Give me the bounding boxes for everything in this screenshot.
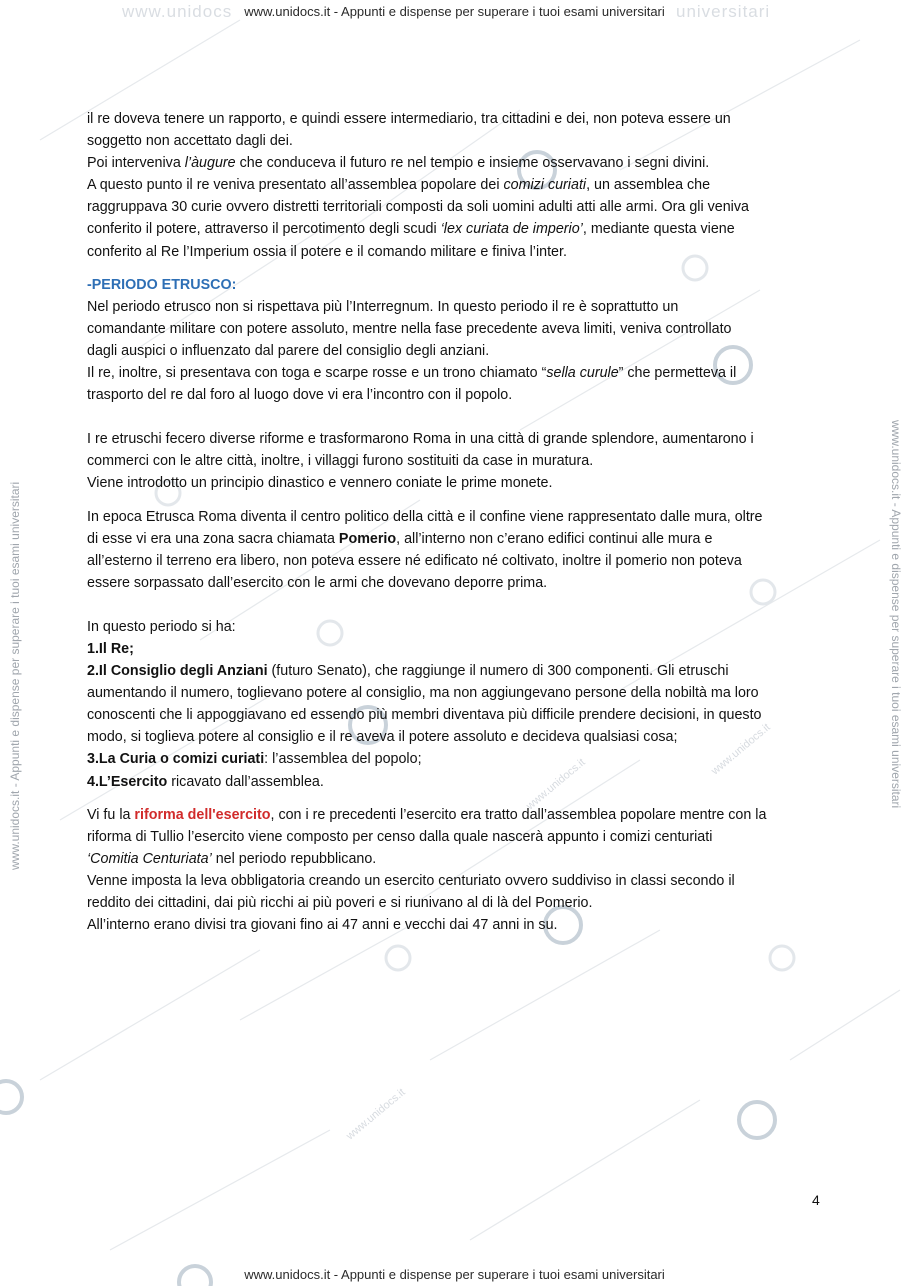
watermark-side-right: www.unidocs.it - Appunti e dispense per superare i tuoi esami universitari <box>889 420 903 809</box>
svg-text:www.unidocs.it: www.unidocs.it <box>709 721 773 778</box>
paragraph: Nel periodo etrusco non si rispettava più l’Interregnum. In questo periodo il re è soprattutto un comandante militare con potere assoluto, mentre nella fase precedente aveva limiti, veniva controllato dagli auspici o influenzato dal parere del consiglio degli anziani. <box>87 298 732 359</box>
term-augure: l’àugure <box>184 155 236 172</box>
term-pomerio: Pomerio <box>338 530 397 547</box>
watermark-ghost-right: universitari <box>676 2 771 21</box>
paragraph: Vi fu la riforma dell'esercito, con i re precedenti l’esercito era tratto dall’assemblea popolare mentre con la riforma di Tullio l’esercito viene composto per censo dalla quale nascerà appunto i comizi centuriati ‘Comitia Centuriata’ nel periodo repubblicano. Venne imposta la leva obbligatoria creando un esercito centuriato ovvero suddiviso in classi secondo il reddito dei cittadini, dai più ricchi ai più poveri e si riunivano al di là del Pomerio. All’interno erano divisi tra giovani fino ai 47 anni e vecchi dai 47 anni in su. <box>87 806 767 934</box>
paragraph: il re doveva tenere un rapporto, e quindi essere intermediario, tra cittadini e dei, non poteva essere un soggetto non accettato dagli dei. <box>87 111 731 150</box>
list-item: 2.Il Consiglio degli Anziani (futuro Senato), che raggiunge il numero di 300 componenti. Gli etruschi aumentando il numero, toglievano potere al consiglio, ma non aggiungevano persone della nobiltà ma loro conoscenti che li appoggiavano ed essendo più membri diventava più difficile prendere decisioni, in questo modo, si toglieva potere al consiglio e il re aveva il potere assoluto e decideva qualsiasi cosa; <box>87 663 762 746</box>
list-intro: In questo periodo si ha: <box>87 618 236 635</box>
page-number: 4 <box>812 1192 820 1208</box>
term-riforma-esercito: riforma dell'esercito <box>134 806 271 823</box>
list-item: 1.Il Re; <box>87 640 134 657</box>
document-body <box>87 108 822 936</box>
section-heading: -PERIODO ETRUSCO: <box>87 276 237 293</box>
term-comizi-curiati: comizi curiati <box>503 177 587 194</box>
paragraph: A questo punto il re veniva presentato all’assemblea popolare dei comizi curiati, un assemblea che raggruppava 30 curie ovvero distretti territoriali composti da soli uomini adulti atti alle armi. Ora gli veniva conferito il potere, attraverso il percotimento degli scudi ‘lex curiata de imperio’, mediante questa viene conferito al Re l’Imperium ossia il potere e il comando militare e finiva l’inter. <box>87 177 749 260</box>
svg-text:www.unidocs.it: www.unidocs.it <box>344 1086 408 1143</box>
paragraph: I re etruschi fecero diverse riforme e trasformarono Roma in una città di grande splendore, aumentarono i commerci con le altre città, inoltre, i villaggi furono sostituiti da case in muratura. Viene introdotto un principio dinastico e vennero coniate le prime monete. <box>87 431 754 492</box>
watermark-top: www.unidocs.it - Appunti e dispense per superare i tuoi esami universitari <box>244 4 665 19</box>
paragraph: Poi interveniva l’àugure che conduceva il futuro re nel tempio e insieme osservavano i segni divini. <box>87 155 710 172</box>
paragraph: In epoca Etrusca Roma diventa il centro politico della città e il confine viene rappresentato dalle mura, oltre di esse vi era una zona sacra chiamata Pomerio, all’interno non c’erano edifici continui alle mura e all’esterno il terreno era libero, non poteva essere né edificato né coltivato, inoltre il pomerio non poteva essere sorpassato dall’esercito con le armi che dovevano deporre prima. <box>87 508 763 591</box>
watermark-side-left: www.unidocs.it - Appunti e dispense per superare i tuoi esami universitari <box>8 481 22 870</box>
svg-text:www.unidocs.it: www.unidocs.it <box>524 756 588 813</box>
list-item: 3.La Curia o comizi curiati: l’assemblea del popolo; <box>87 751 422 768</box>
paragraph: Il re, inoltre, si presentava con toga e scarpe rosse e un trono chiamato “sella curule” che permetteva il trasporto del re dal foro al luogo dove vi era l’incontro con il popolo. <box>87 365 737 404</box>
watermark-ghost-left: www.unidocs <box>122 2 233 21</box>
term-lex-curiata: ‘lex curiata de imperio’ <box>440 221 583 238</box>
term-sella-curule: sella curule <box>546 365 619 382</box>
list-item: 4.L’Esercito ricavato dall’assemblea. <box>87 773 324 790</box>
watermark-bottom: www.unidocs.it - Appunti e dispense per superare i tuoi esami universitari <box>244 1267 665 1282</box>
term-comitia-centuriata: ‘Comitia Centuriata’ <box>87 850 212 867</box>
